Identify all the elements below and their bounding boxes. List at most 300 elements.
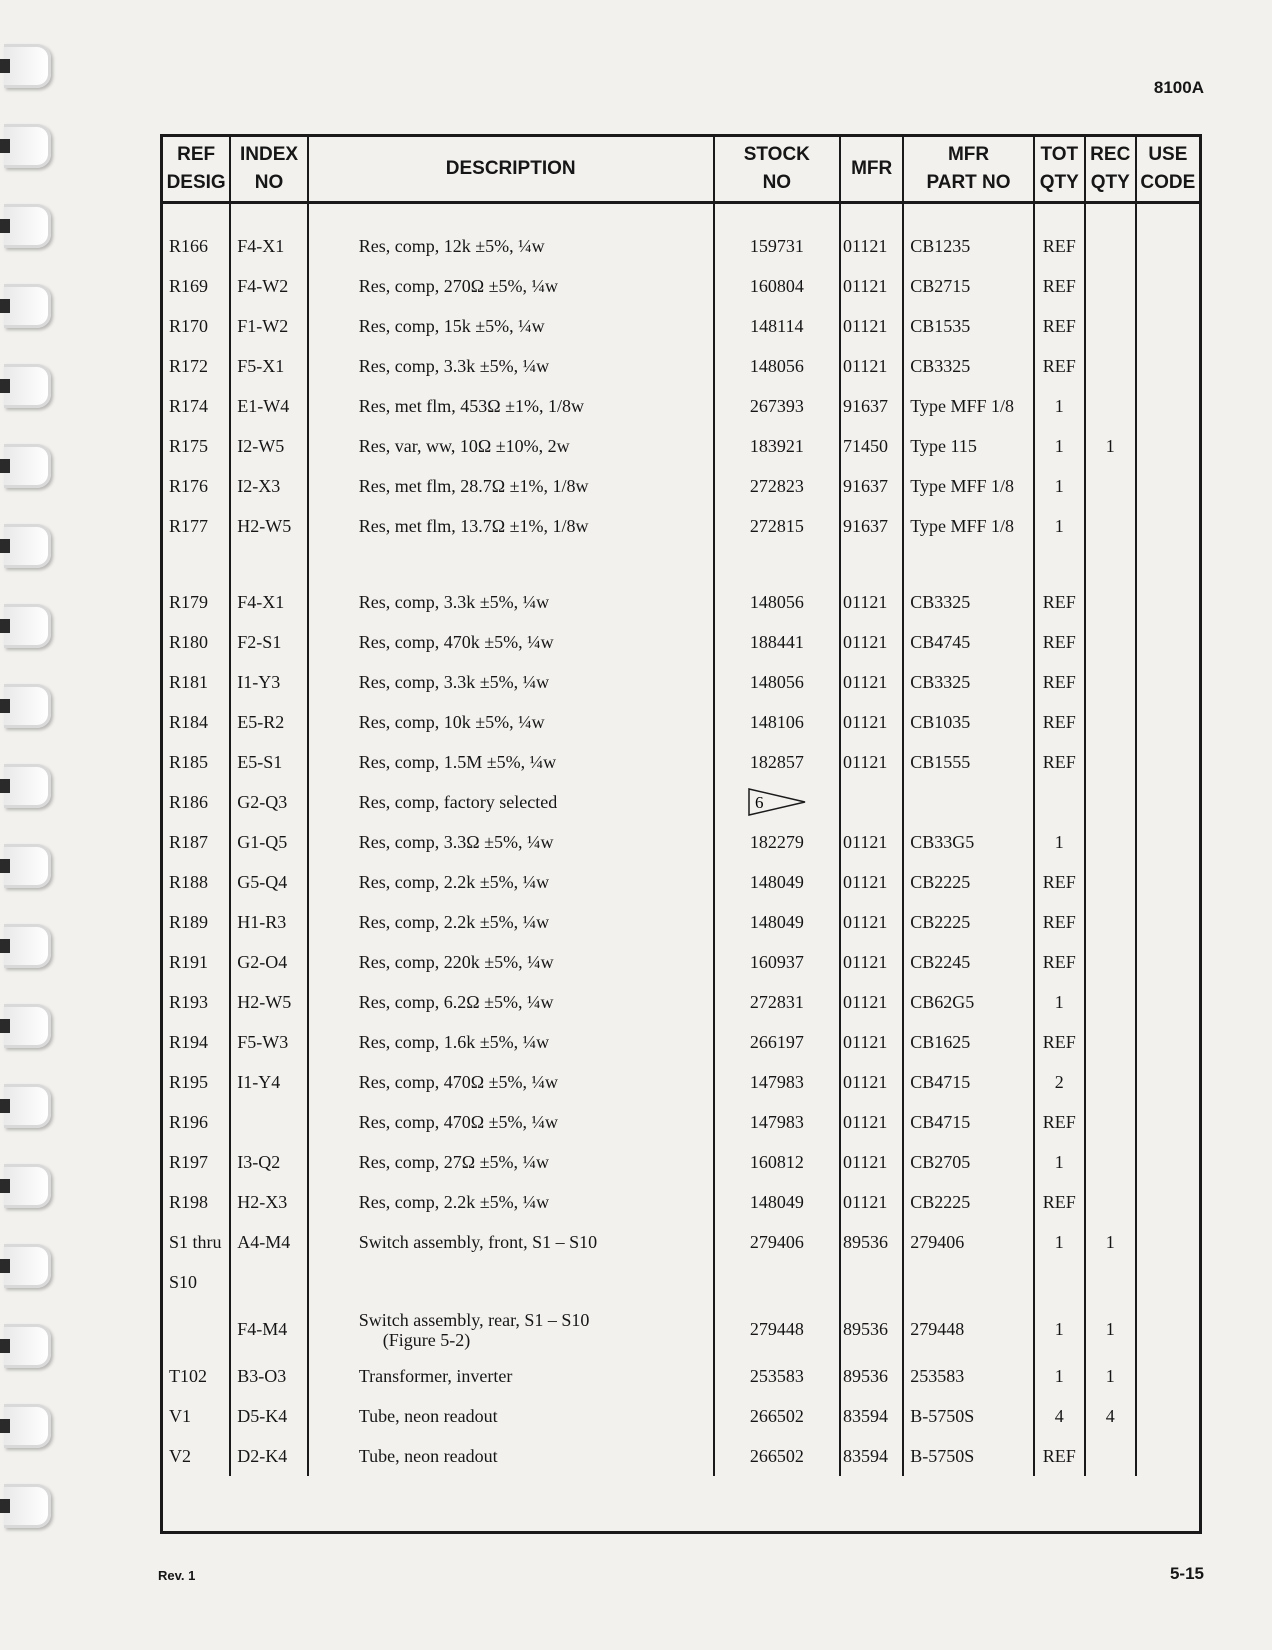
index-no-cell: F4-W2 (230, 266, 307, 306)
index-no-cell: F4-X1 (230, 582, 307, 622)
use-code-cell (1136, 266, 1199, 306)
rec-qty-cell: 1 (1085, 1222, 1136, 1262)
mfr-part-no-cell (903, 782, 1034, 822)
mfr-part-no-cell: CB4715 (903, 1062, 1034, 1102)
tot-qty-cell (1034, 782, 1085, 822)
stock-no-cell: 148114 (714, 306, 840, 346)
tot-qty-cell: REF (1034, 266, 1085, 306)
use-code-cell (1136, 1222, 1199, 1262)
description-cell: Res, comp, 2.2k ±5%, ¼w (308, 1182, 714, 1222)
stock-no-cell: 182857 (714, 742, 840, 782)
tot-qty-cell: REF (1034, 942, 1085, 982)
stock-no-cell: 182279 (714, 822, 840, 862)
binding-ring (4, 1004, 51, 1048)
table-row (163, 1062, 1199, 1102)
ref-desig-cell: R184 (163, 702, 230, 742)
rec-qty-cell (1085, 982, 1136, 1022)
index-no-cell: I3-Q2 (230, 1142, 307, 1182)
tot-qty-cell: 1 (1034, 466, 1085, 506)
description-cell: Res, comp, 12k ±5%, ¼w (308, 226, 714, 266)
description-cell: Res, comp, 2.2k ±5%, ¼w (308, 902, 714, 942)
description-cell: Res, comp, 3.3k ±5%, ¼w (308, 346, 714, 386)
description-cell: Res, comp, 2.2k ±5%, ¼w (308, 862, 714, 902)
mfr-part-no-cell: Type MFF 1/8 (903, 466, 1034, 506)
ref-desig-cell: R195 (163, 1062, 230, 1102)
binding-ring (4, 1404, 51, 1448)
table-header-row (163, 137, 1199, 203)
index-no-cell: F5-W3 (230, 1022, 307, 1062)
use-code-cell (1136, 346, 1199, 386)
table-row (163, 386, 1199, 426)
use-code-cell (1136, 466, 1199, 506)
tot-qty-cell (1034, 1262, 1085, 1302)
description-cell: Res, comp, 1.5M ±5%, ¼w (308, 742, 714, 782)
stock-no-cell: 147983 (714, 1102, 840, 1142)
rec-qty-cell (1085, 662, 1136, 702)
index-no-cell: A4-M4 (230, 1222, 307, 1262)
rec-qty-cell (1085, 1262, 1136, 1302)
tot-qty-cell: 1 (1034, 1142, 1085, 1182)
index-no-cell: D2-K4 (230, 1436, 307, 1476)
mfr-cell: 91637 (840, 466, 903, 506)
rec-qty-cell (1085, 1102, 1136, 1142)
use-code-cell (1136, 226, 1199, 266)
index-no-cell: F1-W2 (230, 306, 307, 346)
ref-desig-cell: R177 (163, 506, 230, 546)
table-row (163, 862, 1199, 902)
use-code-cell (1136, 1022, 1199, 1062)
use-code-cell (1136, 902, 1199, 942)
table-row (163, 346, 1199, 386)
stock-no-cell: 148106 (714, 702, 840, 742)
binding-ring (4, 764, 51, 808)
ref-desig-cell: R175 (163, 426, 230, 466)
stock-no-cell: 148049 (714, 1182, 840, 1222)
index-no-cell: E5-S1 (230, 742, 307, 782)
binding-ring (4, 124, 51, 168)
table-row (163, 982, 1199, 1022)
stock-no-cell: 267393 (714, 386, 840, 426)
header-description: DESCRIPTION (308, 137, 714, 203)
ref-desig-cell: R189 (163, 902, 230, 942)
spiral-binding (0, 0, 60, 1650)
index-no-cell (230, 1262, 307, 1302)
stock-no-cell: 272815 (714, 506, 840, 546)
table-row (163, 1022, 1199, 1062)
mfr-cell: 01121 (840, 862, 903, 902)
use-code-cell (1136, 1102, 1199, 1142)
parts-table (163, 137, 1199, 1476)
use-code-cell (1136, 822, 1199, 862)
tot-qty-cell: REF (1034, 662, 1085, 702)
ref-desig-cell: R180 (163, 622, 230, 662)
binding-ring (4, 844, 51, 888)
stock-no-cell: 279448 (714, 1302, 840, 1356)
mfr-cell: 01121 (840, 1182, 903, 1222)
index-no-cell: F4-X1 (230, 226, 307, 266)
index-no-cell: I2-W5 (230, 426, 307, 466)
index-no-cell: D5-K4 (230, 1396, 307, 1436)
description-cell: Res, comp, 220k ±5%, ¼w (308, 942, 714, 982)
stock-no-cell: 160937 (714, 942, 840, 982)
header-ref-desig: REF DESIG (163, 137, 230, 203)
table-row (163, 466, 1199, 506)
mfr-cell (840, 782, 903, 822)
tot-qty-cell: REF (1034, 306, 1085, 346)
use-code-cell (1136, 662, 1199, 702)
description-cell: Res, comp, factory selected (308, 782, 714, 822)
rec-qty-cell (1085, 1142, 1136, 1182)
mfr-part-no-cell: CB3325 (903, 582, 1034, 622)
index-no-cell (230, 1102, 307, 1142)
index-no-cell: I1-Y3 (230, 662, 307, 702)
header-rec-qty: REC QTY (1085, 137, 1136, 203)
ref-desig-cell: R191 (163, 942, 230, 982)
index-no-cell: I2-X3 (230, 466, 307, 506)
tot-qty-cell: REF (1034, 582, 1085, 622)
mfr-part-no-cell: CB2715 (903, 266, 1034, 306)
revision-label: Rev. 1 (158, 1568, 196, 1583)
use-code-cell (1136, 742, 1199, 782)
description-cell: Res, comp, 470Ω ±5%, ¼w (308, 1062, 714, 1102)
index-no-cell: E1-W4 (230, 386, 307, 426)
header-mfr-part-no: MFR PART NO (903, 137, 1034, 203)
mfr-part-no-cell: CB2225 (903, 862, 1034, 902)
mfr-cell: 01121 (840, 1062, 903, 1102)
mfr-part-no-cell: Type MFF 1/8 (903, 386, 1034, 426)
rec-qty-cell (1085, 346, 1136, 386)
mfr-part-no-cell: CB2245 (903, 942, 1034, 982)
rec-qty-cell (1085, 902, 1136, 942)
mfr-part-no-cell: CB3325 (903, 662, 1034, 702)
mfr-cell: 89536 (840, 1302, 903, 1356)
description-subline: (Figure 5-2) (382, 1329, 471, 1350)
use-code-cell (1136, 1356, 1199, 1396)
description-cell: Res, comp, 470Ω ±5%, ¼w (308, 1102, 714, 1142)
table-row (163, 782, 1199, 822)
stock-no-cell: 148049 (714, 862, 840, 902)
mfr-part-no-cell (903, 1262, 1034, 1302)
table-row (163, 582, 1199, 622)
stock-no-cell (714, 782, 840, 822)
mfr-cell: 89536 (840, 1356, 903, 1396)
tot-qty-cell: 1 (1034, 426, 1085, 466)
use-code-cell (1136, 942, 1199, 982)
mfr-part-no-cell: CB1555 (903, 742, 1034, 782)
table-row (163, 622, 1199, 662)
index-no-cell: E5-R2 (230, 702, 307, 742)
spacer-row (163, 546, 1199, 582)
description-cell: Res, comp, 3.3k ±5%, ¼w (308, 582, 714, 622)
rec-qty-cell: 1 (1085, 1356, 1136, 1396)
table-row (163, 1182, 1199, 1222)
header-use-code: USE CODE (1136, 137, 1199, 203)
tot-qty-cell: REF (1034, 622, 1085, 662)
stock-no-cell: 253583 (714, 1356, 840, 1396)
use-code-cell (1136, 782, 1199, 822)
index-no-cell: F5-X1 (230, 346, 307, 386)
stock-no-cell: 148056 (714, 346, 840, 386)
ref-desig-cell: R196 (163, 1102, 230, 1142)
use-code-cell (1136, 582, 1199, 622)
description-cell: Tube, neon readout (308, 1436, 714, 1476)
description-cell: Res, met flm, 13.7Ω ±1%, 1/8w (308, 506, 714, 546)
table-row (163, 426, 1199, 466)
table-row (163, 1142, 1199, 1182)
use-code-cell (1136, 386, 1199, 426)
use-code-cell (1136, 622, 1199, 662)
stock-no-cell: 147983 (714, 1062, 840, 1102)
use-code-cell (1136, 1262, 1199, 1302)
binding-ring (4, 44, 51, 88)
mfr-part-no-cell: CB2225 (903, 902, 1034, 942)
rec-qty-cell (1085, 386, 1136, 426)
index-no-cell: I1-Y4 (230, 1062, 307, 1102)
ref-desig-cell: R185 (163, 742, 230, 782)
mfr-cell: 01121 (840, 982, 903, 1022)
ref-desig-cell: V2 (163, 1436, 230, 1476)
mfr-part-no-cell: 279406 (903, 1222, 1034, 1262)
tot-qty-cell: REF (1034, 742, 1085, 782)
description-cell: Res, comp, 3.3Ω ±5%, ¼w (308, 822, 714, 862)
tot-qty-cell: 1 (1034, 506, 1085, 546)
ref-desig-cell: S1 thru (163, 1222, 230, 1262)
stock-no-cell: 160812 (714, 1142, 840, 1182)
stock-no-cell: 160804 (714, 266, 840, 306)
rec-qty-cell (1085, 506, 1136, 546)
rec-qty-cell: 4 (1085, 1396, 1136, 1436)
tot-qty-cell: REF (1034, 1182, 1085, 1222)
mfr-cell: 01121 (840, 902, 903, 942)
index-no-cell: F2-S1 (230, 622, 307, 662)
table-row (163, 1262, 1199, 1302)
binding-ring (4, 444, 51, 488)
binding-ring (4, 1484, 51, 1528)
table-row (163, 1102, 1199, 1142)
mfr-cell: 01121 (840, 1022, 903, 1062)
stock-no-cell: 272823 (714, 466, 840, 506)
header-stock-no: STOCK NO (714, 137, 840, 203)
tot-qty-cell: 1 (1034, 1302, 1085, 1356)
stock-no-cell: 266197 (714, 1022, 840, 1062)
table-row (163, 1222, 1199, 1262)
tot-qty-cell: REF (1034, 1022, 1085, 1062)
rec-qty-cell (1085, 622, 1136, 662)
ref-desig-cell: R176 (163, 466, 230, 506)
description-cell: Switch assembly, front, S1 – S10 (308, 1222, 714, 1262)
rec-qty-cell (1085, 782, 1136, 822)
ref-desig-cell: R197 (163, 1142, 230, 1182)
table-row (163, 1356, 1199, 1396)
mfr-part-no-cell: CB1035 (903, 702, 1034, 742)
mfr-part-no-cell: CB1535 (903, 306, 1034, 346)
description-cell: Res, comp, 3.3k ±5%, ¼w (308, 662, 714, 702)
rec-qty-cell (1085, 306, 1136, 346)
ref-desig-cell (163, 1302, 230, 1356)
ref-desig-cell: S10 (163, 1262, 230, 1302)
use-code-cell (1136, 306, 1199, 346)
stock-no-cell (714, 1262, 840, 1302)
binding-ring (4, 1084, 51, 1128)
rec-qty-cell: 1 (1085, 1302, 1136, 1356)
rec-qty-cell (1085, 1436, 1136, 1476)
mfr-cell: 01121 (840, 662, 903, 702)
rec-qty-cell (1085, 582, 1136, 622)
table-row (163, 942, 1199, 982)
index-no-cell: H2-X3 (230, 1182, 307, 1222)
description-cell: Switch assembly, rear, S1 – S10 (Figure 5-2) (308, 1302, 714, 1356)
description-cell: Res, comp, 470k ±5%, ¼w (308, 622, 714, 662)
stock-no-cell: 266502 (714, 1396, 840, 1436)
mfr-part-no-cell: Type 115 (903, 426, 1034, 466)
tot-qty-cell: REF (1034, 902, 1085, 942)
table-row (163, 702, 1199, 742)
mfr-cell: 01121 (840, 942, 903, 982)
binding-ring (4, 1164, 51, 1208)
mfr-cell (840, 1262, 903, 1302)
index-no-cell: H1-R3 (230, 902, 307, 942)
mfr-cell: 01121 (840, 266, 903, 306)
rec-qty-cell: 1 (1085, 426, 1136, 466)
mfr-part-no-cell: 253583 (903, 1356, 1034, 1396)
tot-qty-cell: 2 (1034, 1062, 1085, 1102)
ref-desig-cell: R174 (163, 386, 230, 426)
table-row (163, 1396, 1199, 1436)
rec-qty-cell (1085, 822, 1136, 862)
stock-no-cell: 148056 (714, 662, 840, 702)
table-row (163, 226, 1199, 266)
index-no-cell: G2-Q3 (230, 782, 307, 822)
binding-ring (4, 1244, 51, 1288)
index-no-cell: G2-O4 (230, 942, 307, 982)
index-no-cell: G1-Q5 (230, 822, 307, 862)
ref-desig-cell: R193 (163, 982, 230, 1022)
rec-qty-cell (1085, 226, 1136, 266)
stock-no-cell: 183921 (714, 426, 840, 466)
mfr-part-no-cell: Type MFF 1/8 (903, 506, 1034, 546)
description-cell (308, 1262, 714, 1302)
binding-ring (4, 1324, 51, 1368)
binding-ring (4, 684, 51, 728)
mfr-part-no-cell: CB4745 (903, 622, 1034, 662)
header-mfr: MFR (840, 137, 903, 203)
description-cell: Res, var, ww, 10Ω ±10%, 2w (308, 426, 714, 466)
index-no-cell: H2-W5 (230, 506, 307, 546)
index-no-cell: B3-O3 (230, 1356, 307, 1396)
table-row (163, 662, 1199, 702)
rec-qty-cell (1085, 266, 1136, 306)
table-body (163, 203, 1199, 1477)
mfr-cell: 01121 (840, 822, 903, 862)
mfr-part-no-cell: CB2225 (903, 1182, 1034, 1222)
binding-ring (4, 524, 51, 568)
mfr-part-no-cell: B-5750S (903, 1396, 1034, 1436)
description-cell: Res, comp, 6.2Ω ±5%, ¼w (308, 982, 714, 1022)
page-number: 5-15 (1169, 1564, 1204, 1583)
mfr-part-no-cell: CB2705 (903, 1142, 1034, 1182)
ref-desig-cell: V1 (163, 1396, 230, 1436)
stock-no-cell: 188441 (714, 622, 840, 662)
binding-ring (4, 924, 51, 968)
mfr-cell: 83594 (840, 1396, 903, 1436)
mfr-cell: 01121 (840, 306, 903, 346)
description-cell: Res, comp, 1.6k ±5%, ¼w (308, 1022, 714, 1062)
use-code-cell (1136, 506, 1199, 546)
description-cell: Res, comp, 27Ω ±5%, ¼w (308, 1142, 714, 1182)
rec-qty-cell (1085, 862, 1136, 902)
mfr-cell: 91637 (840, 506, 903, 546)
table-row (163, 306, 1199, 346)
note-number: 6 (754, 793, 764, 812)
use-code-cell (1136, 1396, 1199, 1436)
use-code-cell (1136, 1062, 1199, 1102)
spacer-row (163, 203, 1199, 227)
tot-qty-cell: REF (1034, 702, 1085, 742)
mfr-cell: 71450 (840, 426, 903, 466)
use-code-cell (1136, 1302, 1199, 1356)
mfr-cell: 01121 (840, 702, 903, 742)
rec-qty-cell (1085, 1182, 1136, 1222)
ref-desig-cell: R166 (163, 226, 230, 266)
ref-desig-cell: R186 (163, 782, 230, 822)
binding-ring (4, 364, 51, 408)
ref-desig-cell: T102 (163, 1356, 230, 1396)
table-row (163, 742, 1199, 782)
mfr-cell: 01121 (840, 582, 903, 622)
rec-qty-cell (1085, 1022, 1136, 1062)
note-flag-icon (747, 787, 807, 817)
use-code-cell (1136, 1142, 1199, 1182)
mfr-cell: 01121 (840, 226, 903, 266)
ref-desig-cell: R194 (163, 1022, 230, 1062)
mfr-part-no-cell: B-5750S (903, 1436, 1034, 1476)
use-code-cell (1136, 862, 1199, 902)
tot-qty-cell: REF (1034, 346, 1085, 386)
use-code-cell (1136, 702, 1199, 742)
use-code-cell (1136, 1436, 1199, 1476)
tot-qty-cell: 1 (1034, 822, 1085, 862)
mfr-part-no-cell: CB4715 (903, 1102, 1034, 1142)
mfr-part-no-cell: CB62G5 (903, 982, 1034, 1022)
ref-desig-cell: R172 (163, 346, 230, 386)
rec-qty-cell (1085, 702, 1136, 742)
table-row (163, 1436, 1199, 1476)
tot-qty-cell: 1 (1034, 982, 1085, 1022)
mfr-cell: 01121 (840, 346, 903, 386)
rec-qty-cell (1085, 942, 1136, 982)
description-cell: Res, met flm, 28.7Ω ±1%, 1/8w (308, 466, 714, 506)
stock-no-cell: 148049 (714, 902, 840, 942)
ref-desig-cell: R187 (163, 822, 230, 862)
tot-qty-cell: REF (1034, 1436, 1085, 1476)
table-row (163, 266, 1199, 306)
header-index-no: INDEX NO (230, 137, 307, 203)
mfr-cell: 89536 (840, 1222, 903, 1262)
tot-qty-cell: 1 (1034, 1222, 1085, 1262)
tot-qty-cell: 1 (1034, 386, 1085, 426)
binding-ring (4, 604, 51, 648)
tot-qty-cell: REF (1034, 1102, 1085, 1142)
ref-desig-cell: R181 (163, 662, 230, 702)
binding-ring (4, 284, 51, 328)
rec-qty-cell (1085, 466, 1136, 506)
ref-desig-cell: R169 (163, 266, 230, 306)
tot-qty-cell: REF (1034, 226, 1085, 266)
ref-desig-cell: R198 (163, 1182, 230, 1222)
mfr-part-no-cell: CB1235 (903, 226, 1034, 266)
mfr-cell: 01121 (840, 1142, 903, 1182)
description-cell: Res, comp, 10k ±5%, ¼w (308, 702, 714, 742)
